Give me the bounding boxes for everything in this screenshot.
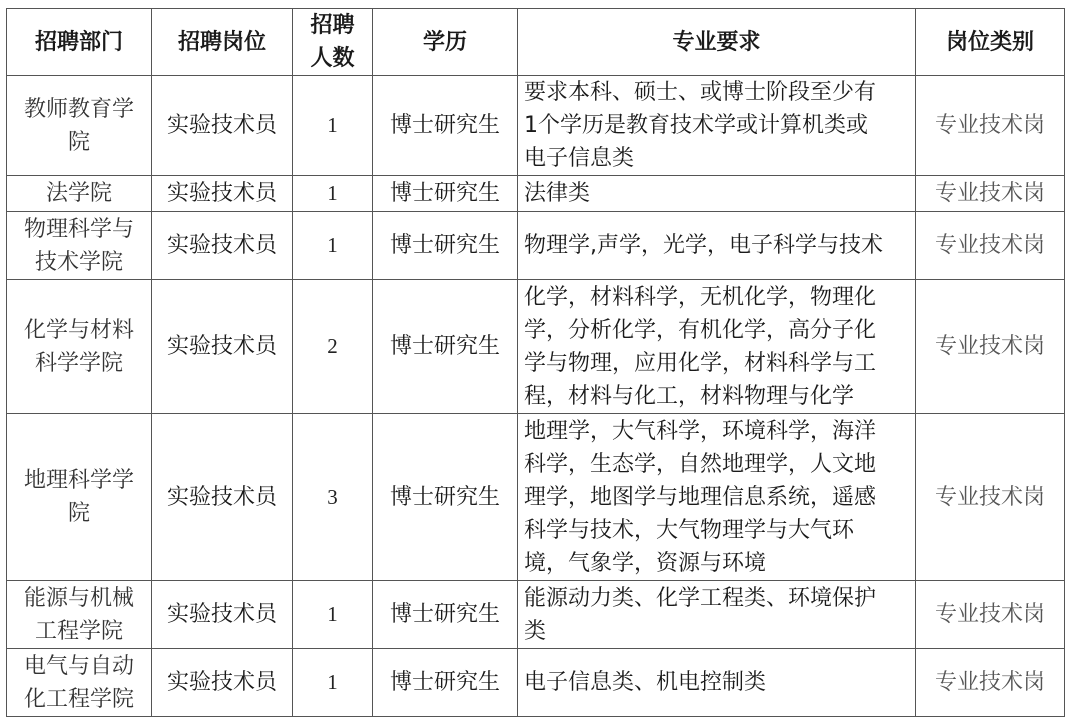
major-cell <box>518 414 916 581</box>
education-cell: 博士研究生 <box>373 581 518 649</box>
position-cell: 实验技术员 <box>152 649 293 717</box>
table-row <box>7 581 1065 649</box>
dept-line: 院 <box>67 129 90 155</box>
table-row <box>7 649 1065 717</box>
dept-line: 院 <box>67 501 90 526</box>
table-row <box>7 280 1065 414</box>
education-cell: 博士研究生 <box>373 176 518 212</box>
major-line: 学与物理，应用化学，材料科学与工 <box>524 350 877 376</box>
education-cell: 博士研究生 <box>373 649 518 717</box>
category-cell: 专业技术岗 <box>916 212 1065 280</box>
header-category: 岗位类别 <box>916 9 1065 76</box>
header-count-line2: 人数 <box>310 46 355 71</box>
education-cell: 博士研究生 <box>373 414 518 581</box>
category-cell: 专业技术岗 <box>916 414 1065 581</box>
major-line: 理学，地图学与地理信息系统，遥感 <box>524 484 877 510</box>
table-row <box>7 176 1065 212</box>
dept-cell <box>7 76 152 176</box>
major-cell <box>518 176 916 212</box>
major-line: 地理学，大气科学，环境科学，海洋 <box>524 418 877 444</box>
header-count <box>293 9 373 76</box>
dept-line: 工程学院 <box>34 618 123 644</box>
count-cell: 1 <box>293 176 373 212</box>
major-line: 1个学历是教育技术学或计算机类或 <box>524 113 868 138</box>
table-row <box>7 76 1065 176</box>
education-cell: 博士研究生 <box>373 212 518 280</box>
education-cell: 博士研究生 <box>373 280 518 414</box>
header-dept: 招聘部门 <box>7 9 152 76</box>
major-cell <box>518 76 916 176</box>
dept-line: 物理科学与 <box>23 216 134 242</box>
count-cell: 1 <box>293 212 373 280</box>
dept-cell <box>7 212 152 280</box>
dept-cell <box>7 176 152 212</box>
major-line: 能源动力类、化学工程类、环境保护 <box>524 585 877 611</box>
dept-line: 能源与机械 <box>23 585 134 611</box>
major-cell <box>518 212 916 280</box>
category-cell: 专业技术岗 <box>916 581 1065 649</box>
major-line: 科学与技术，大气物理学与大气环 <box>524 517 855 543</box>
major-cell <box>518 581 916 649</box>
major-line: 化学，材料科学，无机化学，物理化 <box>524 284 877 310</box>
dept-cell <box>7 649 152 717</box>
major-line: 学，分析化学，有机化学，高分子化 <box>524 317 877 343</box>
dept-line: 法学院 <box>45 181 112 206</box>
major-line: 电子信息类 <box>524 146 635 171</box>
major-cell <box>518 649 916 717</box>
dept-line: 地理科学学 <box>23 468 134 493</box>
dept-cell <box>7 414 152 581</box>
major-cell <box>518 280 916 414</box>
position-cell: 实验技术员 <box>152 212 293 280</box>
major-line: 要求本科、硕士、或博士阶段至少有 <box>524 80 877 105</box>
count-cell: 1 <box>293 76 373 176</box>
dept-line: 化工程学院 <box>23 686 134 712</box>
position-cell: 实验技术员 <box>152 280 293 414</box>
position-cell: 实验技术员 <box>152 176 293 212</box>
dept-line: 科学学院 <box>34 350 123 376</box>
dept-line: 教师教育学 <box>23 96 134 122</box>
header-major: 专业要求 <box>518 9 916 76</box>
count-cell: 1 <box>293 649 373 717</box>
header-position: 招聘岗位 <box>152 9 293 76</box>
dept-line: 化学与材料 <box>23 317 134 343</box>
dept-line: 电气与自动 <box>23 653 134 679</box>
header-row <box>7 9 1065 76</box>
dept-line: 技术学院 <box>34 249 123 275</box>
education-cell: 博士研究生 <box>373 76 518 176</box>
major-line: 物理学,声学，光学，电子科学与技术 <box>524 233 883 258</box>
category-cell: 专业技术岗 <box>916 649 1065 717</box>
recruitment-table <box>6 8 1065 717</box>
count-cell: 1 <box>293 581 373 649</box>
header-education: 学历 <box>373 9 518 76</box>
major-line: 法律类 <box>524 181 591 206</box>
position-cell: 实验技术员 <box>152 76 293 176</box>
position-cell: 实验技术员 <box>152 581 293 649</box>
category-cell: 专业技术岗 <box>916 280 1065 414</box>
major-line: 类 <box>524 618 547 644</box>
dept-cell <box>7 280 152 414</box>
major-line: 程，材料与化工，材料物理与化学 <box>524 383 855 409</box>
count-cell: 3 <box>293 414 373 581</box>
count-cell: 2 <box>293 280 373 414</box>
category-cell: 专业技术岗 <box>916 176 1065 212</box>
major-line: 电子信息类、机电控制类 <box>524 670 767 695</box>
table-row <box>7 212 1065 280</box>
header-count-line1: 招聘 <box>310 13 355 38</box>
major-line: 境，气象学，资源与环境 <box>524 550 767 576</box>
position-cell: 实验技术员 <box>152 414 293 581</box>
major-line: 科学，生态学，自然地理学，人文地 <box>524 451 877 477</box>
dept-cell <box>7 581 152 649</box>
table-row <box>7 414 1065 581</box>
category-cell: 专业技术岗 <box>916 76 1065 176</box>
